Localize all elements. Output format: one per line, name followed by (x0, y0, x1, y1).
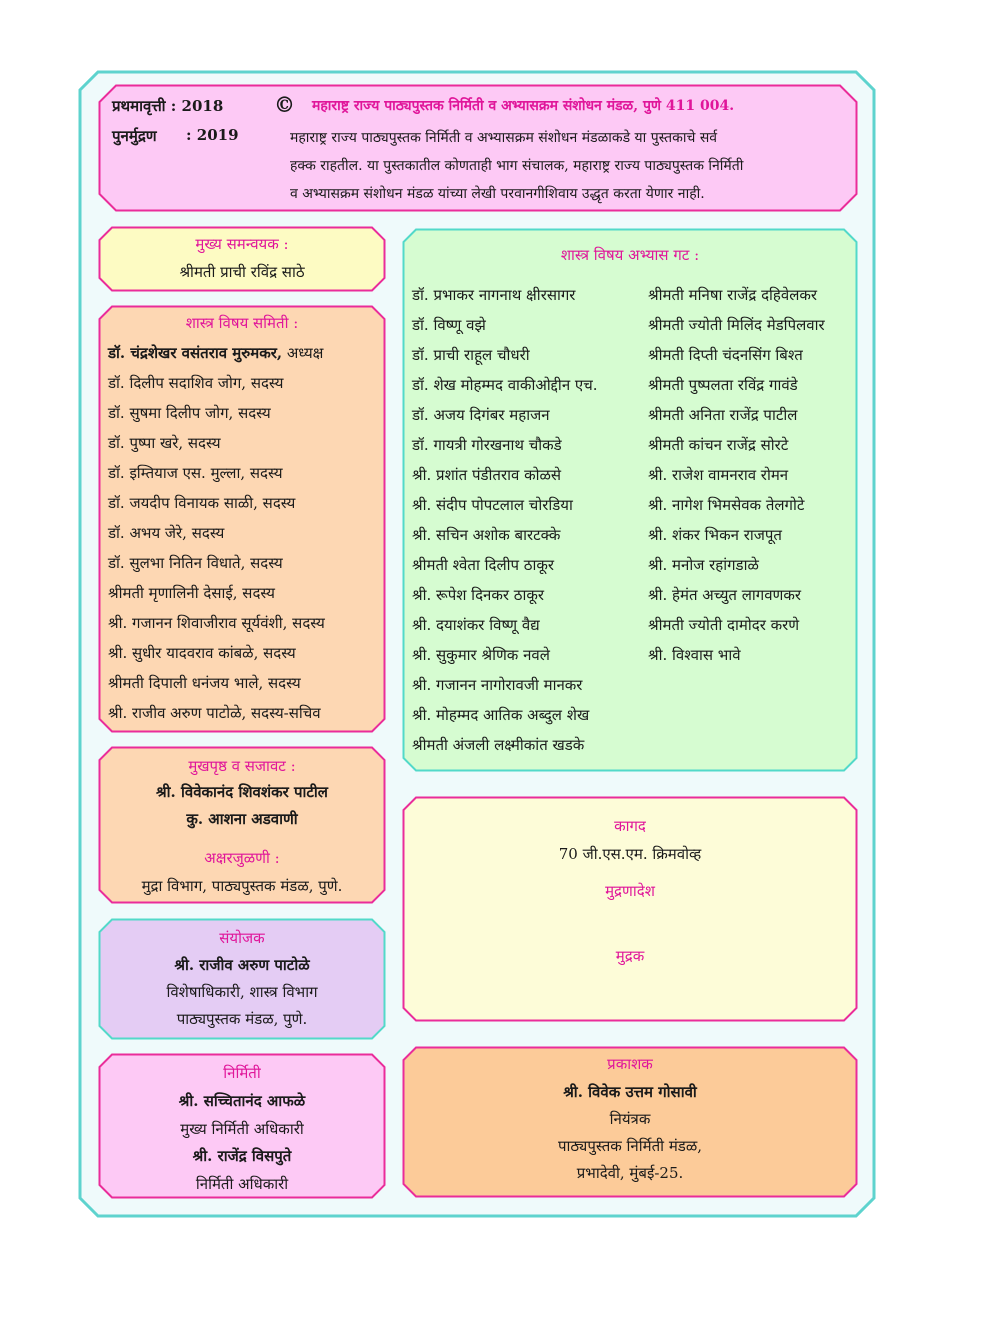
committee-heading: शास्त्र विषय समिती : (185, 314, 299, 332)
committee-member: श्री. राजीव अरुण पाटोळे, सदस्य-सचिव (108, 704, 321, 722)
production-role-2: निर्मिती अधिकारी (195, 1175, 289, 1193)
copyright-text-1: महाराष्ट्र राज्य पाठ्यपुस्तक निर्मिती व अभ्यासक्रम संशोधन मंडळाकडे या पुस्तकाचे सर्व (290, 130, 718, 146)
publisher-line-1: नियंत्रक (609, 1110, 651, 1128)
committee-box (98, 305, 386, 733)
committee-chair: डॉ. चंद्रशेखर वसंतराव मुरुमकर, (108, 344, 283, 362)
study-group-member: डॉ. शेख मोहम्मद वाकीओद्दीन एच. (412, 376, 598, 394)
copyright-text-2: हक्क राहतील. या पुस्तकातील कोणताही भाग संचालक, महाराष्ट्र राज्य पाठ्यपुस्तक निर्मिती (290, 158, 744, 174)
study-group-member: श्रीमती अंजली लक्ष्मीकांत खडके (412, 736, 585, 754)
committee-member: डॉ. पुष्पा खरे, सदस्य (108, 434, 221, 452)
committee-chair-line (108, 338, 325, 368)
study-group-member: श्रीमती ज्योती दामोदर करणे (648, 616, 800, 634)
study-group-member: श्री. मोहम्मद आतिक अब्दुल शेख (412, 706, 590, 724)
copyright-symbol: © (274, 92, 295, 117)
study-group-box (402, 228, 858, 772)
study-group-member: श्री. दयाशंकर विष्णू वैद्य (412, 616, 540, 634)
study-group-member: श्री. शंकर भिकन राजपूत (648, 526, 782, 544)
reprint-value: : 2019 (186, 126, 239, 144)
study-group-heading: शास्त्र विषय अभ्यास गट : (560, 246, 700, 264)
committee-list (108, 338, 325, 728)
study-group-member: श्री. गजानन नागोरावजी मानकर (412, 676, 583, 694)
coordinator-box (98, 226, 386, 292)
committee-member: डॉ. अभय जेरे, सदस्य (108, 524, 225, 542)
convener-heading: संयोजक (219, 929, 265, 947)
paper-heading: कागद (614, 817, 646, 835)
cover-name-2: कु. आशना अडवाणी (186, 810, 298, 828)
study-group-member: श्री. विश्वास भावे (648, 646, 741, 664)
study-group-member: डॉ. प्राची राहूल चौधरी (412, 346, 530, 364)
study-group-member: श्री. सचिन अशोक बारटक्के (412, 526, 561, 544)
publisher-line-2: पाठ्यपुस्तक निर्मिती मंडळ, (558, 1137, 702, 1155)
print-order-heading: मुद्रणादेश (605, 882, 655, 900)
convener-name: श्री. राजीव अरुण पाटोळे (174, 956, 310, 974)
committee-member: डॉ. दिलीप सदाशिव जोग, सदस्य (108, 374, 284, 392)
publisher-line-3: प्रभादेवी, मुंबई-25. (576, 1164, 684, 1182)
first-edition: प्रथमावृत्ती : 2018 (112, 97, 224, 115)
committee-member: डॉ. सुलभा नितिन विधाते, सदस्य (108, 554, 283, 572)
copyright-text-3: व अभ्यासक्रम संशोधन मंडळ यांच्या लेखी परवानगीशिवाय उद्धृत करता येणार नाही. (290, 186, 705, 202)
paper-value: 70 जी.एस.एम. क्रिमवोव्ह (558, 845, 702, 863)
production-role-1: मुख्य निर्मिती अधिकारी (180, 1120, 304, 1138)
committee-member: श्री. गजानन शिवाजीराव सूर्यवंशी, सदस्य (108, 614, 325, 632)
publisher-name: श्री. विवेक उत्तम गोसावी (563, 1083, 697, 1101)
study-group-member: श्री. नागेश भिमसेवक तेलगोटे (648, 496, 805, 514)
study-group-col1 (412, 280, 598, 760)
study-group-member: डॉ. प्रभाकर नागनाथ क्षीरसागर (412, 286, 576, 304)
study-group-member: श्रीमती ज्योती मिलिंद मेडपिलवार (648, 316, 825, 334)
study-group-member: डॉ. अजय दिगंबर महाजन (412, 406, 550, 424)
production-name-1: श्री. सच्चितानंद आफळे (178, 1092, 306, 1110)
convener-line-1: विशेषाधिकारी, शास्त्र विभाग (166, 983, 318, 1001)
study-group-col2 (648, 280, 825, 670)
committee-member: डॉ. सुषमा दिलीप जोग, सदस्य (108, 404, 271, 422)
paper-box (402, 796, 858, 1022)
study-group-member: श्रीमती मनिषा राजेंद्र दहिवेलकर (648, 286, 818, 304)
study-group-member: श्रीमती अनिता राजेंद्र पाटील (648, 406, 798, 424)
copyright-box (98, 84, 858, 212)
reprint-label: पुनर्मुद्रण (112, 127, 157, 145)
typeset-value: मुद्रा विभाग, पाठ्यपुस्तक मंडळ, पुणे. (141, 877, 343, 895)
committee-member: डॉ. जयदीप विनायक साळी, सदस्य (108, 494, 296, 512)
committee-member: श्रीमती दिपाली धनंजय भाले, सदस्य (108, 674, 301, 692)
study-group-member: श्री. प्रशांत पंडीतराव कोळसे (412, 466, 562, 484)
cover-design-box (98, 746, 386, 904)
typeset-heading: अक्षरजुळणी : (204, 849, 280, 867)
cover-heading: मुखपृष्ठ व सजावट : (188, 757, 296, 775)
study-group-member: श्री. सुकुमार श्रेणिक नवले (412, 646, 550, 664)
study-group-member: श्री. हेमंत अच्युत लागवणकर (648, 586, 802, 604)
committee-member: डॉ. इम्तियाज एस. मुल्ला, सदस्य (108, 464, 283, 482)
production-heading: निर्मिती (223, 1064, 261, 1082)
study-group-member: श्रीमती श्वेता दिलीप ठाकूर (412, 556, 555, 574)
convener-line-2: पाठ्यपुस्तक मंडळ, पुणे. (176, 1010, 308, 1028)
copyright-holder: महाराष्ट्र राज्य पाठ्यपुस्तक निर्मिती व अभ्यासक्रम संशोधन मंडळ, पुणे 411 004. (312, 98, 735, 114)
cover-name-1: श्री. विवेकानंद शिवशंकर पाटील (156, 783, 328, 801)
committee-member: श्री. सुधीर यादवराव कांबळे, सदस्य (108, 644, 296, 662)
convener-box (98, 918, 386, 1040)
study-group-member: श्री. राजेश वामनराव रोमन (648, 466, 789, 484)
printer-heading: मुद्रक (615, 947, 645, 965)
study-group-member: श्रीमती पुष्पलता रविंद्र गावंडे (648, 376, 798, 394)
study-group-member: डॉ. विष्णू वझे (412, 316, 486, 334)
study-group-member: श्री. संदीप पोपटलाल चोरडिया (412, 496, 573, 514)
study-group-member: श्री. मनोज रहांगडाळे (648, 556, 759, 574)
production-name-2: श्री. राजेंद्र विसपुते (192, 1147, 292, 1165)
coordinator-heading: मुख्य समन्वयक : (195, 235, 289, 253)
study-group-member: श्री. रूपेश दिनकर ठाकूर (412, 586, 545, 604)
committee-member: श्रीमती मृणालिनी देसाई, सदस्य (108, 584, 275, 602)
publisher-box (402, 1046, 858, 1198)
study-group-member: श्रीमती कांचन राजेंद्र सोरटे (648, 436, 789, 454)
publisher-heading: प्रकाशक (607, 1055, 653, 1073)
committee-chair-role: अध्यक्ष (282, 344, 324, 362)
coordinator-name: श्रीमती प्राची रविंद्र साठे (179, 263, 305, 281)
study-group-member: श्रीमती दिप्ती चंदनसिंग बिश्त (648, 346, 803, 364)
study-group-member: डॉ. गायत्री गोरखनाथ चौकडे (412, 436, 562, 454)
production-box (98, 1053, 386, 1199)
